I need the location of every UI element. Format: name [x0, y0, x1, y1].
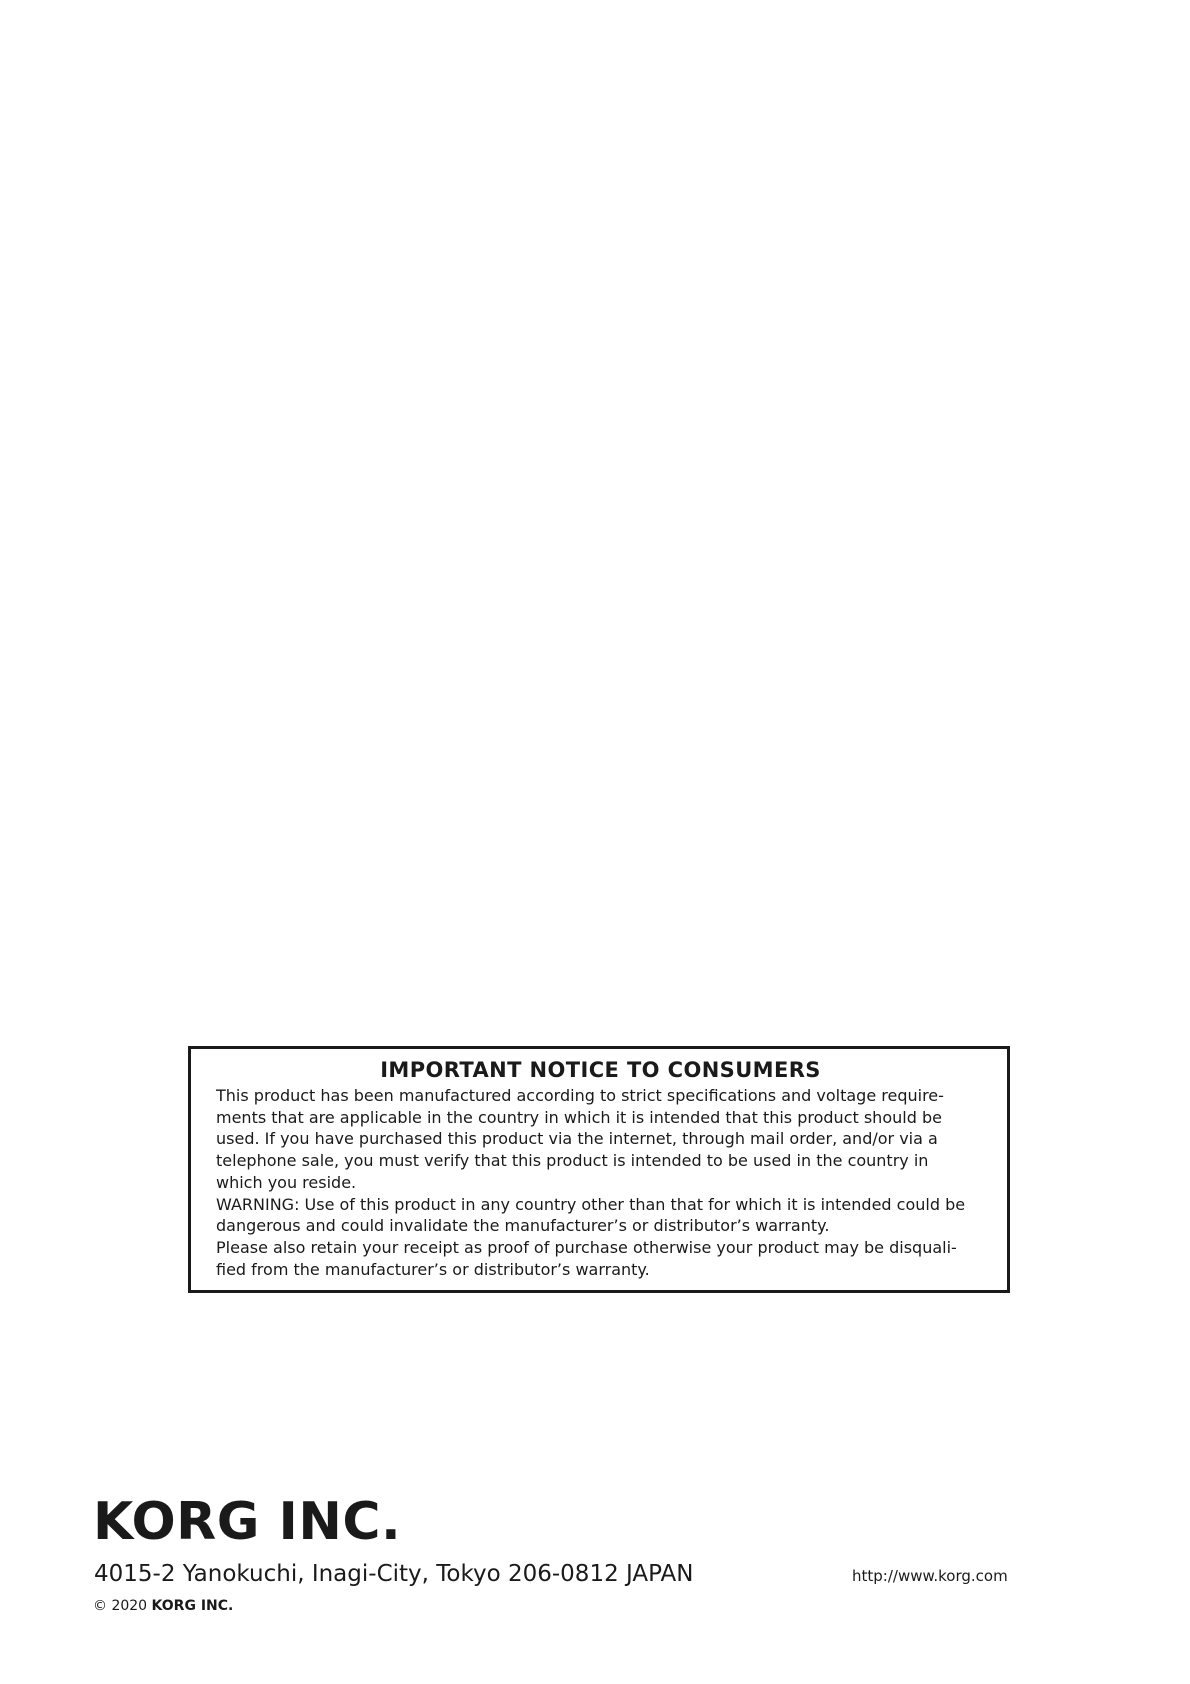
- notice-line: WARNING: Use of this product in any country other than that for which it is intended could be: [216, 1194, 966, 1214]
- notice-line: This product has been manufactured according to strict specifications and voltage require-: [216, 1086, 944, 1105]
- notice-line: used. If you have purchased this product via the internet, through mail order, and/or via a: [216, 1129, 938, 1149]
- notice-line: telephone sale, you must verify that this product is intended to be used in the country in: [216, 1151, 929, 1171]
- copyright-owner: KORG INC.: [151, 1598, 234, 1614]
- notice-line: which you reside.: [216, 1172, 357, 1192]
- company-url: http://www.korg.com: [852, 1567, 1008, 1585]
- notice-line: dangerous and could invalidate the manufacturer’s or distributor’s warranty.: [216, 1216, 830, 1236]
- copyright-year: © 2020: [93, 1598, 148, 1614]
- company-address: 4015-2 Yanokuchi, Inagi-City, Tokyo 206-0812 JAPAN: [94, 1561, 694, 1587]
- notice-body: [216, 1085, 985, 1280]
- notice-line: Please also retain your receipt as proof of purchase otherwise your product may be disquali-: [216, 1237, 957, 1257]
- company-name: KORG INC.: [93, 1492, 402, 1552]
- important-notice-box: [188, 1046, 1010, 1293]
- notice-line: fied from the manufacturer’s or distributor’s warranty.: [216, 1259, 650, 1279]
- notice-line: ments that are applicable in the country in which it is intended that this product should be: [216, 1107, 942, 1127]
- copyright: [93, 1597, 233, 1615]
- notice-title: IMPORTANT NOTICE TO CONSUMERS: [380, 1058, 821, 1082]
